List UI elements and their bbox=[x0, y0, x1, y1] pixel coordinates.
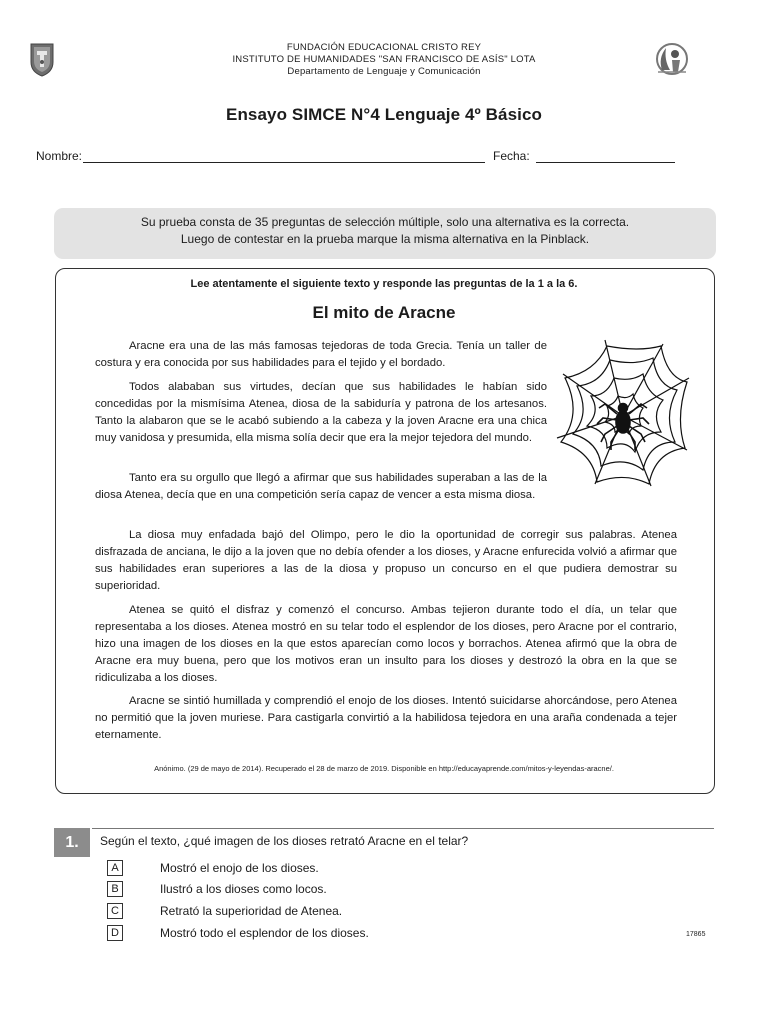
option-d-box[interactable]: D bbox=[107, 925, 123, 941]
header-department: Departamento de Lenguaje y Comunicación bbox=[287, 66, 481, 77]
spider-web-icon bbox=[555, 338, 691, 488]
option-c-text[interactable]: Retrató la superioridad de Atenea. bbox=[160, 904, 343, 918]
institution-header bbox=[0, 42, 768, 78]
paragraph-4: La diosa muy enfadada bajó del Olimpo, pero le dio la oportunidad de corregir sus palabras. Atenea disfrazada de anciana, le dijo a la joven que no debía ofender a los dioses, y Aracne enfurecida volvió a afirmar que sus habilidades eran superiores a las de la diosa y propuso un concurso en el que pudiera demostrar su superioridad. bbox=[95, 529, 677, 592]
fecha-field[interactable] bbox=[493, 149, 675, 163]
fecha-label: Fecha: bbox=[493, 149, 530, 163]
nombre-label: Nombre: bbox=[36, 149, 83, 163]
paragraph-5: Atenea se quitó el disfraz y comenzó el concurso. Ambas tejieron durante todo el día, un telar que representaba a los dioses. Atenea mostró en su telar todo el esplendor de los dioses, pero Aracne por el contrario, hizo una imagen de los dioses en la que estos aparecían como locos y borrachos. Atenea afirmó que la obra de Aracne era muy buena, pero que los motivos eran un insulto para los dioses y destrozó la obra en la que se ridiculizaba a los dioses. bbox=[95, 604, 677, 684]
paragraph-3: Tanto era su orgullo que llegó a afirmar que sus habilidades superaban a las de la diosa Atenea, decía que en una competición sería capaz de vencer a esta misma diosa. bbox=[95, 472, 547, 501]
header-foundation: FUNDACIÓN EDUCACIONAL CRISTO REY bbox=[286, 42, 482, 53]
source-citation: Anónimo. (29 de mayo de 2014). Recuperado el 28 de marzo de 2019. Disponible en http://educayaprende.com/mitos-y-leyendas-aracne/. bbox=[154, 764, 614, 773]
question-text: Según el texto, ¿qué imagen de los dioses retrató Aracne en el telar? bbox=[100, 834, 469, 848]
paragraph-1: Aracne era una de las más famosas tejedoras de toda Grecia. Tenía un taller de costura y era conocida por sus habilidades para el tejido y el bordado. bbox=[95, 340, 547, 369]
instructions-line-2: Luego de contestar en la prueba marque la misma alternativa en la Pinblack. bbox=[180, 232, 590, 246]
question-divider bbox=[92, 828, 714, 829]
option-c-box[interactable]: C bbox=[107, 903, 123, 919]
reading-lead: Lee atentamente el siguiente texto y responde las preguntas de la 1 a la 6. bbox=[190, 278, 578, 290]
fecha-input-line[interactable] bbox=[536, 150, 675, 163]
option-a-box[interactable]: A bbox=[107, 860, 123, 876]
document-code: 17865 bbox=[686, 931, 706, 938]
paragraph-2: Todos alababan sus virtudes, decían que sus habilidades le habían sido concedidas por la mismísima Atenea, diosa de la sabiduría y patrona de los artesanos. Tanto la alabaron que se le acabó subiendo a la cabeza y la joven Aracne era una chica muy vanidosa y presumida, ella misma solía decir que era la mejor tejedora del mundo. bbox=[95, 381, 547, 444]
page-title: Ensayo SIMCE N°4 Lenguaje 4º Básico bbox=[226, 105, 542, 124]
instructions-box bbox=[54, 208, 716, 259]
option-b-text[interactable]: Ilustró a los dioses como locos. bbox=[160, 882, 327, 896]
story-title: El mito de Aracne bbox=[312, 303, 456, 322]
nombre-field[interactable] bbox=[36, 149, 485, 163]
paragraph-6: Aracne se sintió humillada y comprendió el enojo de los dioses. Intentó suicidarse ahorcándose, pero Atenea no permitió que la joven muriese. Para castigarla convirtió a la habilidosa tejedora en una araña condenada a tejer eternamente. bbox=[95, 695, 677, 741]
option-a-text[interactable]: Mostró el enojo de los dioses. bbox=[160, 861, 319, 875]
header-institute: INSTITUTO DE HUMANIDADES "SAN FRANCISCO DE ASÍS" LOTA bbox=[232, 54, 536, 65]
option-b-box[interactable]: B bbox=[107, 881, 123, 897]
nombre-input-line[interactable] bbox=[83, 150, 485, 163]
option-d-text[interactable]: Mostró todo el esplendor de los dioses. bbox=[160, 926, 369, 940]
instructions-line-1: Su prueba consta de 35 preguntas de selección múltiple, solo una alternativa es la correcta. bbox=[140, 215, 630, 229]
question-number: 1. bbox=[54, 828, 90, 857]
